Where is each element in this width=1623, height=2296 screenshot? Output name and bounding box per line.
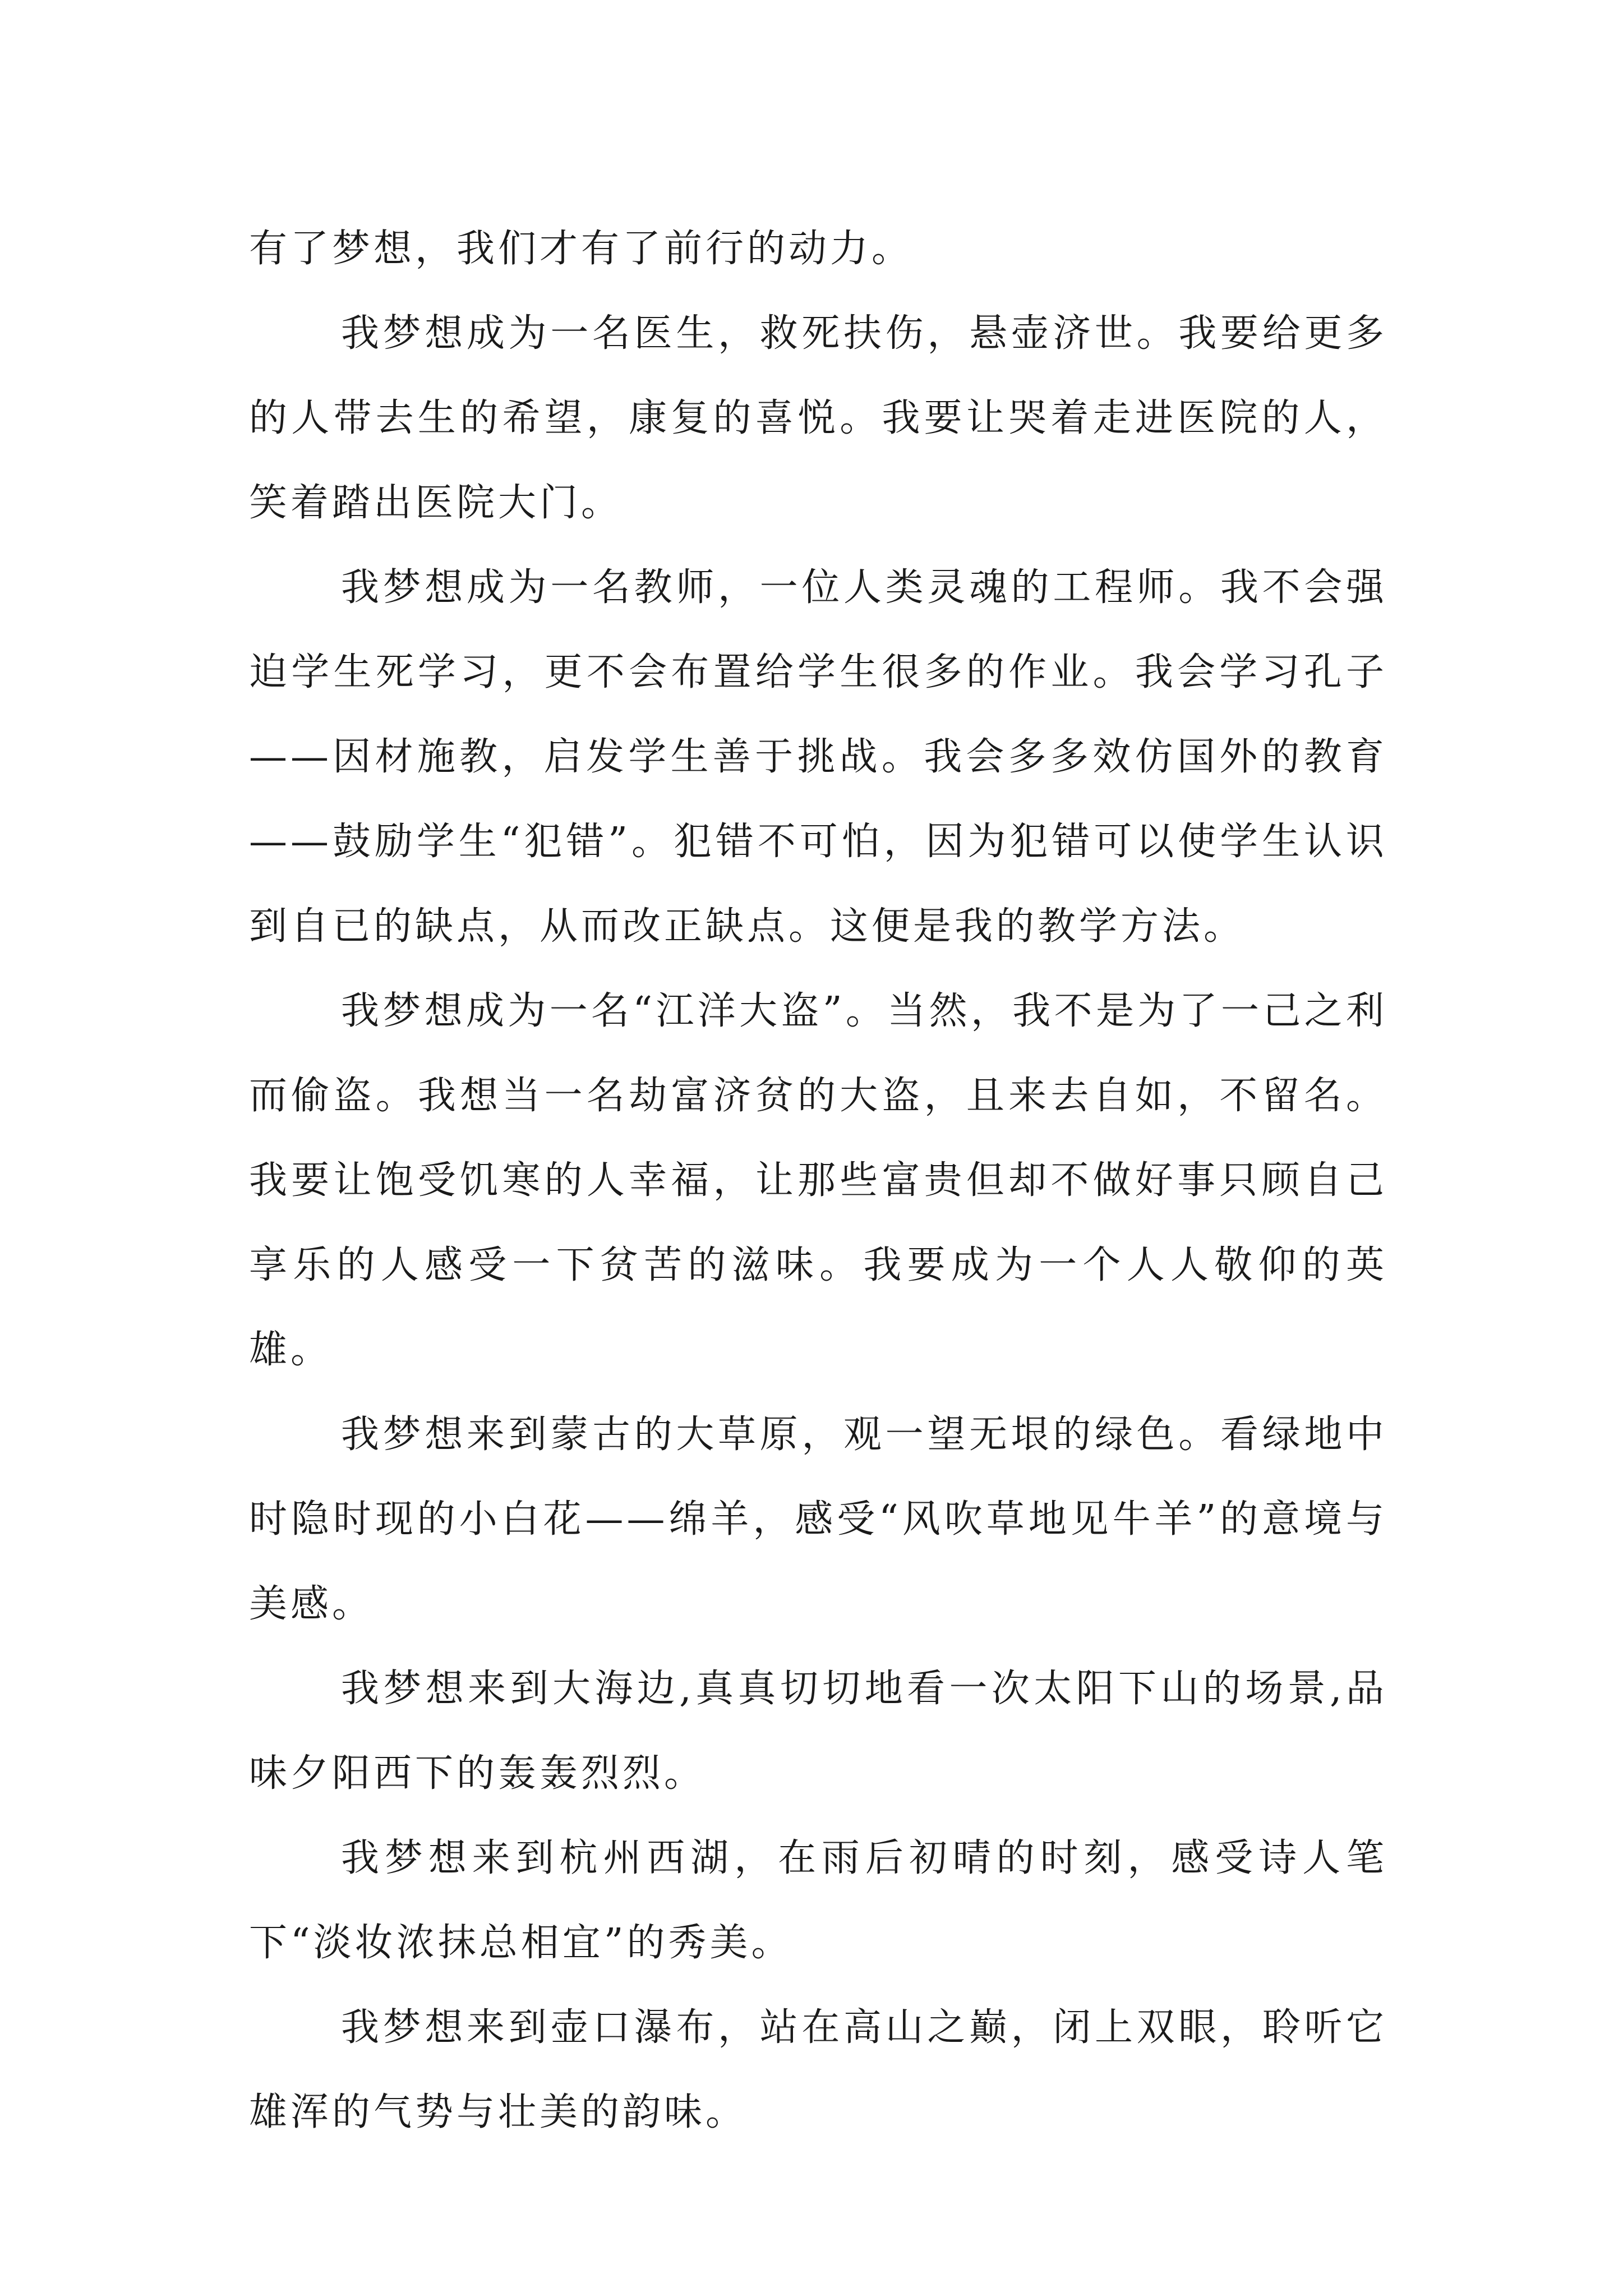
paragraph-grassland: 我梦想来到蒙古的大草原，观一望无垠的绿色。看绿地中时隐时现的小白花——绵羊，感受“风吹草地见牛羊”的意境与美感。 (249, 1412, 1387, 1626)
paragraph-seaside: 我梦想来到大海边,真真切切地看一次太阳下山的场景,品味夕阳西下的轰轰烈烈。 (249, 1667, 1387, 1796)
essay-body (249, 206, 1387, 2155)
paragraph-west-lake: 我梦想来到杭州西湖，在雨后初晴的时刻，感受诗人笔下“淡妆浓抹总相宜”的秀美。 (249, 1836, 1387, 1965)
paragraph-hukou-waterfall: 我梦想来到壶口瀑布，站在高山之巅，闭上双眼，聆听它雄浑的气势与壮美的韵味。 (249, 2005, 1387, 2134)
paragraph-continuation: 有了梦想，我们才有了前行的动力。 (249, 227, 914, 271)
paragraph-teacher: 我梦想成为一名教师，一位人类灵魂的工程师。我不会强迫学生死学习，更不会布置给学生很多的作业。我会学习孔子——因材施教，启发学生善于挑战。我会多多效仿国外的教育——鼓励学生“犯错”。犯错不可怕，因为犯错可以使学生认识到自已的缺点，从而改正缺点。这便是我的教学方法。 (249, 565, 1387, 949)
paragraph-robber: 我梦想成为一名“江洋大盗”。当然，我不是为了一己之利而偷盗。我想当一名劫富济贫的大盗，且来去自如，不留名。我要让饱受饥寒的人幸福，让那些富贵但却不做好事只顾自己享乐的人感受一下贫苦的滋味。我要成为一个人人敬仰的英雄。 (249, 989, 1387, 1372)
paragraph-doctor: 我梦想成为一名医生，救死扶伤，悬壶济世。我要给更多的人带去生的希望，康复的喜悦。我要让哭着走进医院的人，笑着踏出医院大门。 (249, 311, 1387, 525)
